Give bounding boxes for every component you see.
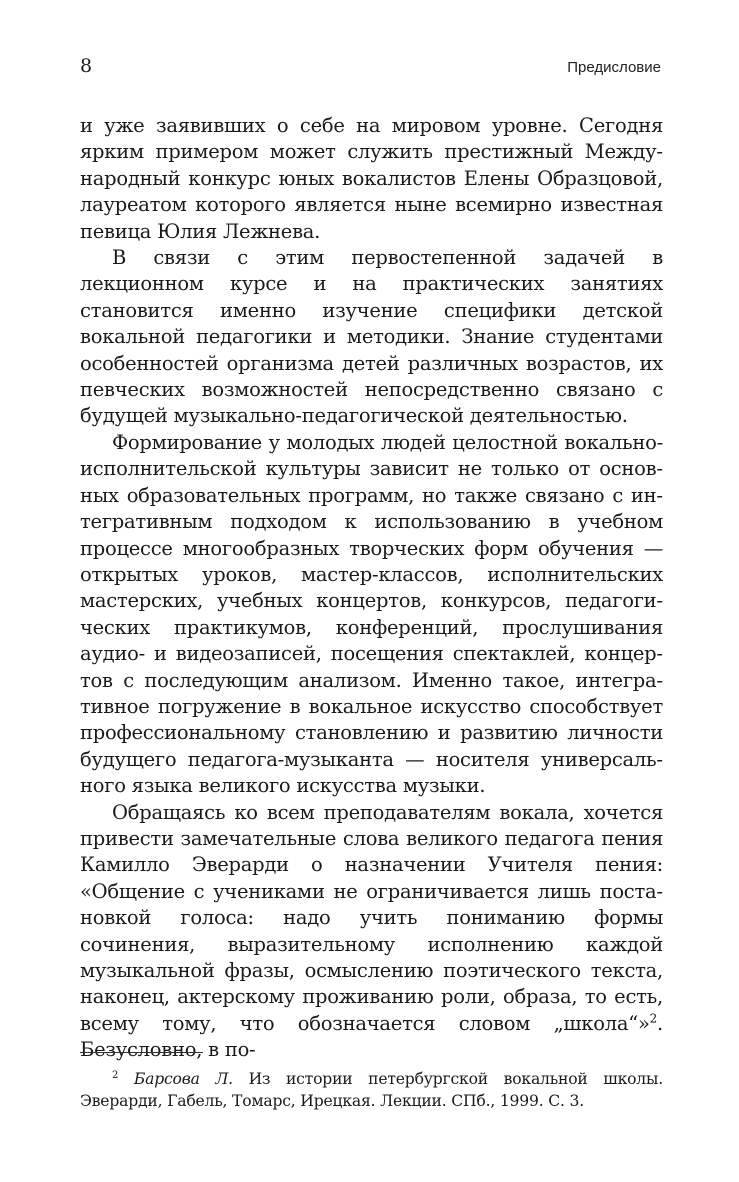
- footnote-mark: 2: [112, 1069, 119, 1081]
- paragraph-4-tail: . Безусловно, в по-: [80, 1011, 663, 1062]
- paragraph-2: В связи с этим первостепенной задачей в лекционном курсе и на практических занятиях становится именно изучение специфики детской вокальной педагогики и методики. Знание студентами особенностей организма детей различных возрастов, их певческих возможностей непосредственно связано с будущей музыкально-педагогической деятельностью.: [80, 246, 663, 428]
- footnote-author: Барсова Л.: [133, 1070, 233, 1088]
- body-text: [80, 113, 663, 1064]
- footnote-text: Из истории петербургской вокальной школы. Эверарди, Габель, Томарс, Ирецкая. Лекции. СПб., 1999. С. 3.: [80, 1070, 663, 1110]
- footnote-reference[interactable]: 2: [649, 1011, 658, 1026]
- paragraph-4-text: Обращаясь ко всем преподавателям вокала, хочется привести замечательные слова великого педагога пения Камилло Эверарди о назначении Учителя пения: «Общение с учениками не ограничивается лишь постановкой голоса: надо учить пониманию формы сочинения, выразительному исполнению каждой музыкальной фразы, осмыслению поэтического текста, наконец, актерскому проживанию роли, образа, то есть, всему тому, что обозначается словом „школа“»: [80, 800, 663, 1035]
- running-head: Предисловие: [567, 59, 661, 76]
- paragraph-1: и уже заявивших о себе на мировом уровне. Сегодня ярким примером может служить престижный Международный конкурс юных вокалистов Елены Образцовой, лауреатом которого является ныне всемирно известная певица Юлия Лежнева.: [80, 114, 663, 243]
- paragraph-4: [80, 800, 663, 1064]
- footnote: [80, 1069, 663, 1112]
- footnote-rule: [80, 1052, 203, 1053]
- paragraph-3: Формирование у молодых людей целостной вокально-исполнительской культуры зависит не только от основных образовательных программ, но также связано с интегративным подходом к использованию в учебном процессе многообразных творческих форм обучения — открытых уроков, мастер-классов, исполнительских мастерских, учебных концертов, конкурсов, педагогических практикумов, конференций, прослушивания аудио- и видеозаписей, посещения спектаклей, концертов с последующим анализом. Именно такое, интегративное погружение в вокальное искусство способствует профессиональному становлению и развитию личности будущего педагога-музыканта — носителя универсального языка великого искусства музыки.: [80, 430, 663, 798]
- page-number: 8: [80, 55, 93, 77]
